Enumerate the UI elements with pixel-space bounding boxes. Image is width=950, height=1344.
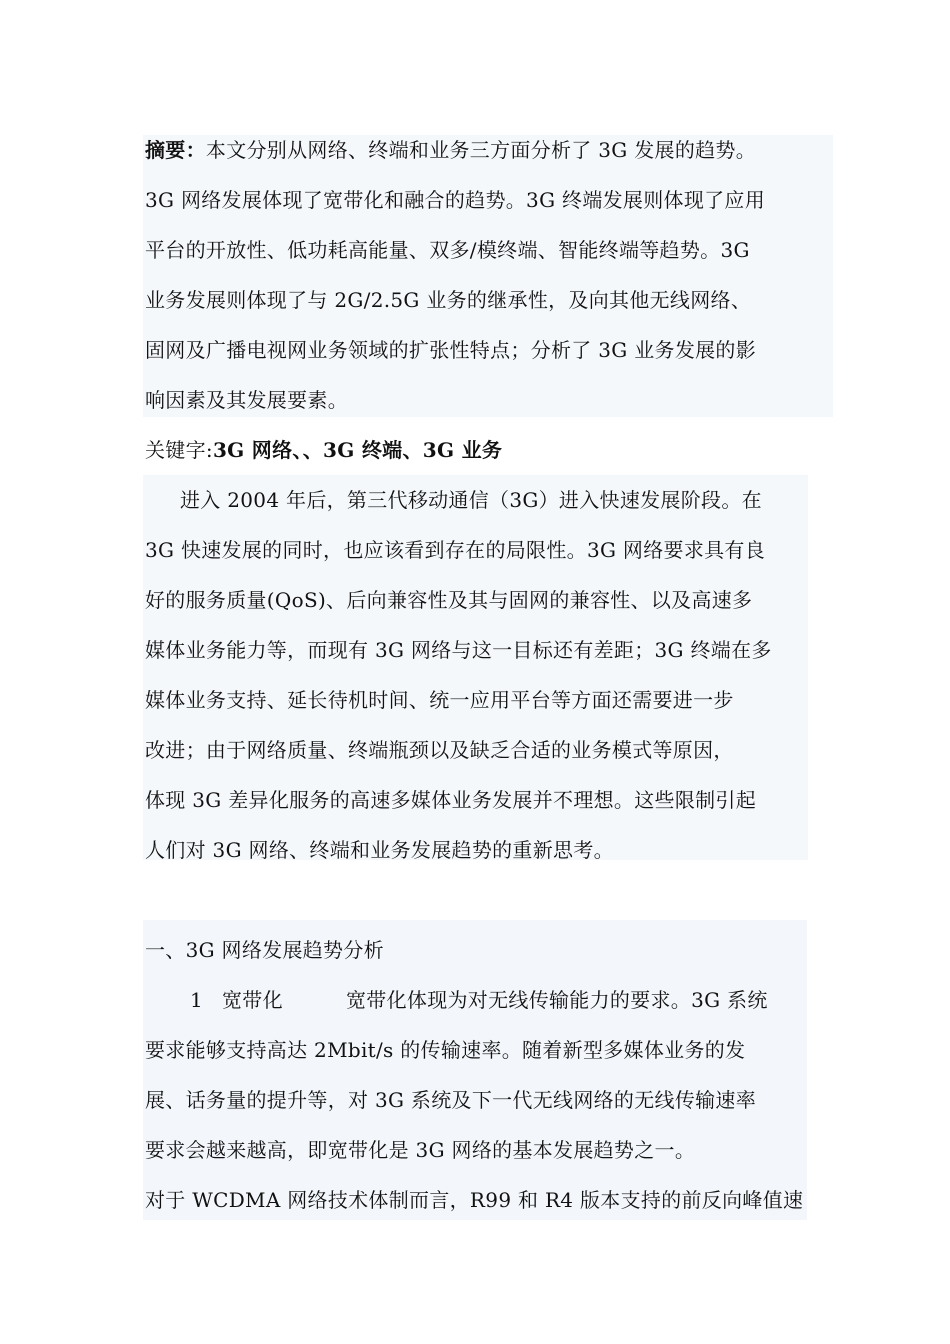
intro-line-7: 体现 3G 差异化服务的高速多媒体业务发展并不理想。这些限制引起: [145, 788, 757, 812]
section1-shading: [143, 920, 807, 1220]
abstract-line-3: 平台的开放性、低功耗高能量、双多/模终端、智能终端等趋势。3G: [145, 238, 750, 262]
section1-heading: 一、3G 网络发展趋势分析: [145, 938, 384, 962]
section1-line-2: 要求能够支持高达 2Mbit/s 的传输速率。随着新型多媒体业务的发: [145, 1038, 746, 1062]
abstract-line-1: [145, 135, 756, 165]
intro-line-4: 媒体业务能力等，而现有 3G 网络与这一目标还有差距；3G 终端在多: [145, 638, 772, 662]
abstract-line-5: 固网及广播电视网业务领域的扩张性特点；分析了 3G 业务发展的影: [145, 338, 757, 362]
section1-line-4: 要求会越来越高，即宽带化是 3G 网络的基本发展趋势之一。: [145, 1138, 696, 1162]
keywords-label: 关键字:: [145, 438, 213, 462]
abstract-shading: [143, 135, 833, 417]
intro-line-3: 好的服务质量(QoS)、后向兼容性及其与固网的兼容性、以及高速多: [145, 588, 753, 612]
abstract-line-2: 3G 网络发展体现了宽带化和融合的趋势。3G 终端发展则体现了应用: [145, 188, 766, 212]
section1-line-1: 宽带化体现为对无线传输能力的要求。3G 系统: [346, 988, 768, 1012]
keywords-line: [145, 435, 502, 465]
section1-line-5: 对于 WCDMA 网络技术体制而言，R99 和 R4 版本支持的前反向峰值速: [145, 1188, 804, 1212]
intro-line-5: 媒体业务支持、延长待机时间、统一应用平台等方面还需要进一步: [145, 688, 734, 712]
abstract-text: 本文分别从网络、终端和业务三方面分析了 3G 发展的趋势。: [205, 138, 757, 162]
abstract-label: 摘要：: [145, 138, 206, 162]
intro-line-1: 进入 2004 年后，第三代移动通信（3G）进入快速发展阶段。在: [180, 488, 762, 512]
section1-line-3: 展、话务量的提升等，对 3G 系统及下一代无线网络的无线传输速率: [145, 1088, 757, 1112]
keywords-value: 3G 网络、、3G 终端、3G 业务: [212, 438, 503, 462]
intro-line-8: 人们对 3G 网络、终端和业务发展趋势的重新思考。: [145, 838, 614, 862]
intro-line-2: 3G 快速发展的同时，也应该看到存在的局限性。3G 网络要求具有良: [145, 538, 766, 562]
intro-line-6: 改进；由于网络质量、终端瓶颈以及缺乏合适的业务模式等原因，: [145, 738, 734, 762]
abstract-line-6: 响因素及其发展要素。: [145, 388, 348, 412]
abstract-line-4: 业务发展则体现了与 2G/2.5G 业务的继承性，及向其他无线网络、: [145, 288, 752, 312]
section1-item-number: 1: [190, 988, 204, 1012]
section1-item-title: 宽带化: [222, 988, 283, 1012]
